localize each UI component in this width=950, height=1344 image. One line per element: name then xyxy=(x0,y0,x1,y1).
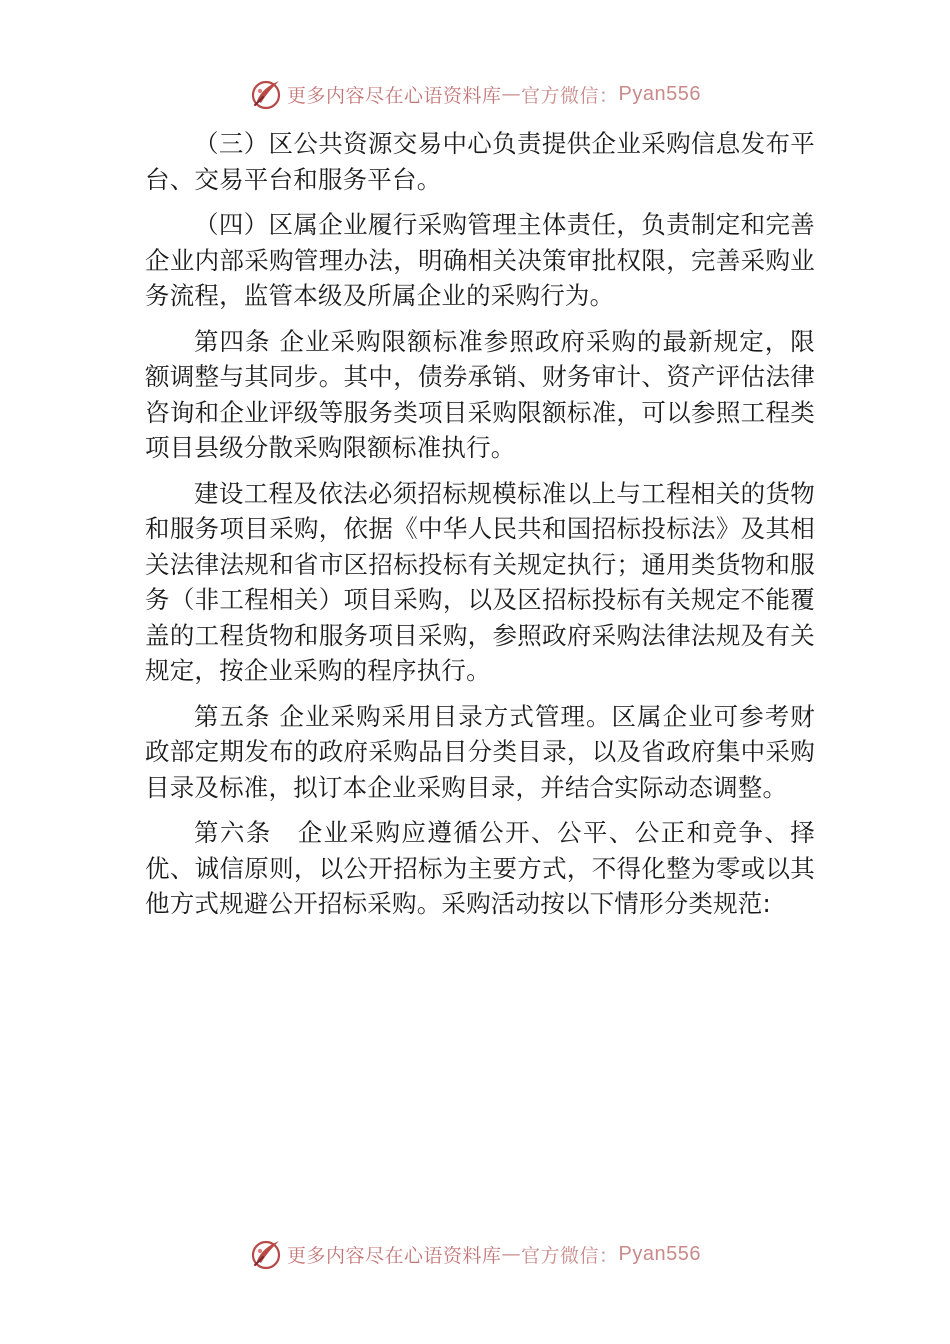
paragraph: 第六条 企业采购应遵循公开、公平、公正和竞争、择优、诚信原则，以公开招标为主要方式，不得化整为零或以其他方式规避公开招标采购。采购活动按以下情形分类规范: xyxy=(145,818,815,918)
logo-icon xyxy=(249,77,283,111)
paragraph: 第五条 企业采购采用目录方式管理。区属企业可参考财政部定期发布的政府采购品目分类目录，以及省政府集中采购目录及标准，拟订本企业采购目录，并结合实际动态调整。 xyxy=(145,701,815,802)
footer-separator: — xyxy=(501,1243,522,1265)
header-separator: — xyxy=(501,83,522,105)
paragraph: （三）区公共资源交易中心负责提供企业采购信息发布平台、交易平台和服务平台。 xyxy=(145,129,815,194)
header-wechat-handle: Pyan556 xyxy=(618,82,701,105)
header-banner xyxy=(0,74,950,114)
paragraph: 第四条 企业采购限额标准参照政府采购的最新规定，限额调整与其同步。其中，债券承销、财务审计、资产评估法律咨询和企业评级等服务类项目采购限额标准，可以参照工程类项目县级分散采购限额标准执行。 xyxy=(145,326,815,462)
footer-wechat-label: 官方微信： xyxy=(521,1244,619,1267)
logo-icon xyxy=(249,1237,283,1271)
document-body xyxy=(145,126,815,932)
paragraph: （四）区属企业履行采购管理主体责任，负责制定和完善企业内部采购管理办法，明确相关决策审批权限，完善采购业务流程，监管本级及所属企业的采购行为。 xyxy=(145,210,815,310)
footer-wechat-handle: Pyan556 xyxy=(618,1242,701,1265)
paragraph: 建设工程及依法必须招标规模标准以上与工程相关的货物和服务项目采购，依据《中华人民共和国招标投标法》及其相关法律法规和省市区招标投标有关规定执行；通用类货物和服务（非工程相关）项目采购，以及区招标投标有关规定不能覆盖的工程货物和服务项目采购，参照政府采购法律法规及有关规定，按企业采购的程序执行。 xyxy=(145,478,815,685)
header-site-name: 更多内容尽在心语资料库 xyxy=(287,84,502,107)
footer-banner xyxy=(0,1234,950,1274)
header-wechat-label: 官方微信： xyxy=(521,84,619,107)
footer-site-name: 更多内容尽在心语资料库 xyxy=(287,1244,502,1267)
